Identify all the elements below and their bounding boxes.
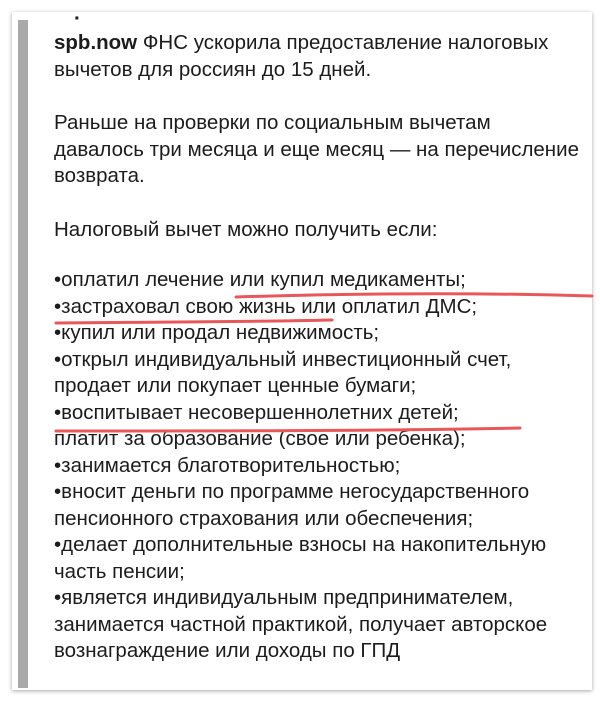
message-card	[12, 12, 592, 690]
list-item: •воспитывает несовершеннолетних детей;	[54, 400, 459, 424]
paragraph: Раньше на проверки по социальным вычетам давалось три месяца и еще месяц — на перечисление возврата.	[54, 111, 579, 187]
message-body	[54, 12, 584, 665]
cut-off-line: ·	[74, 12, 81, 30]
quote-bar	[18, 20, 28, 688]
list-item: •вносит деньги по программе негосударственного пенсионного страхования или обеспечения;	[54, 480, 530, 530]
source-name[interactable]: spb.now	[54, 31, 138, 54]
list-item: •застраховал свою жизнь или оплатил ДМС;	[54, 294, 478, 318]
list-item: •открыл индивидуальный инвестиционный счет, продает или покупает ценные бумаги;	[54, 347, 512, 397]
list-item: •занимается благотворительностью;	[54, 453, 401, 477]
list-item: •купил или продал недвижимость;	[54, 321, 380, 344]
list-item: •оплатил лечение или купил медикаменты;	[54, 268, 466, 291]
headline	[54, 30, 584, 83]
list-item: •делает дополнительные взносы на накопительную часть пенсии;	[54, 533, 547, 583]
list-intro: Налоговый вычет можно получить если:	[54, 217, 438, 241]
list-item: •является индивидуальным предпринимателем, занимается частной практикой, получает авторское вознаграждение или доходы по ГПД	[54, 586, 548, 662]
list-item: платит за образование (свое или ребенка);	[54, 427, 466, 450]
headline-text: ФНС ускорила предоставление налоговых вычетов для россиян до 15 дней.	[54, 31, 549, 81]
